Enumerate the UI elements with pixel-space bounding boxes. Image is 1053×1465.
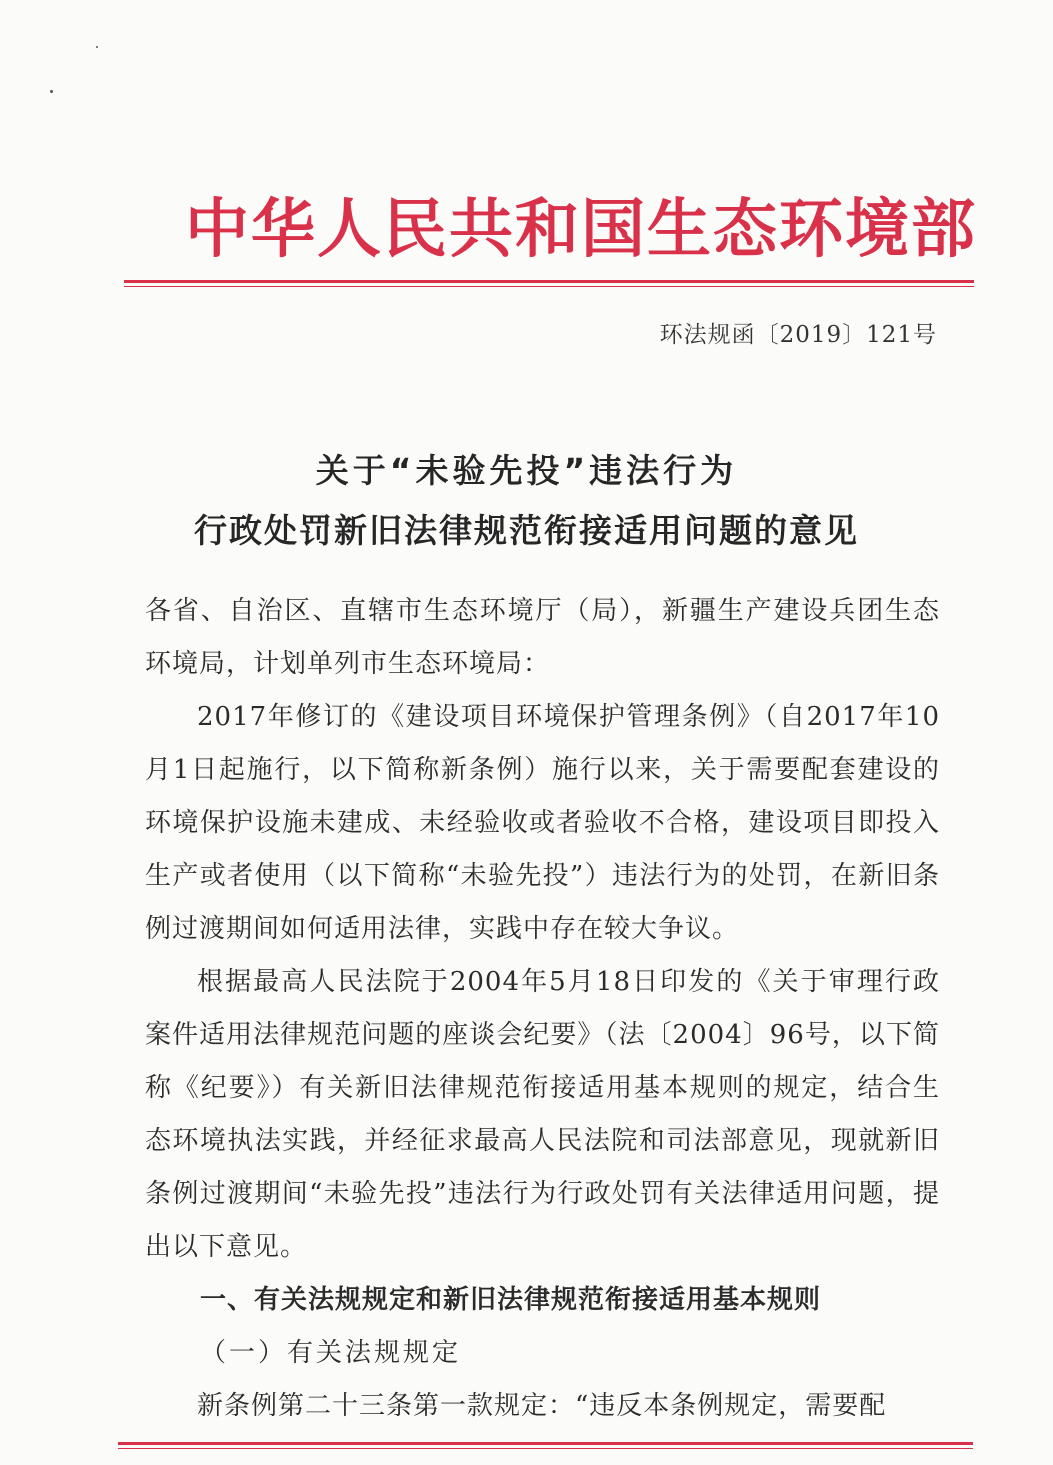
- subsection-heading: （一）有关法规规定: [200, 1338, 462, 1368]
- letterhead-rule-thin: [124, 286, 974, 287]
- document-body: [145, 585, 940, 1433]
- agency-letterhead: 中华人民共和国生态环境部: [185, 192, 977, 267]
- letterhead-rule-thick: [124, 280, 974, 283]
- paragraph-basis: 根据最高人民法院于2004年5月18日印发的《关于审理行政案件适用法律规范问题的座谈会纪要》（法〔2004〕96号，以下简称《纪要》）有关新旧法律规范衔接适用基本规则的规定，结合生态环境执法实践，并经征求最高人民法院和司法部意见，现就新旧条例过渡期间“未验先投”违法行为行政处罚有关法律适用问题，提出以下意见。: [145, 967, 940, 1262]
- document-title-line-2: 行政处罚新旧法律规范衔接适用问题的意见: [194, 511, 859, 550]
- document-title-line-1: 关于“未验先投”违法行为: [315, 451, 738, 490]
- scan-speck: [96, 46, 98, 48]
- footer-rule-thick: [118, 1442, 973, 1445]
- paragraph-regulation: 新条例第二十三条第一款规定：“违反本条例规定，需要配: [197, 1391, 887, 1421]
- addressee: 各省、自治区、直辖市生态环境厅（局），新疆生产建设兵团生态环境局，计划单列市生态环境局：: [145, 596, 940, 679]
- footer-rule-thin: [118, 1448, 973, 1449]
- paragraph-background: 2017年修订的《建设项目环境保护管理条例》（自2017年10月1日起施行，以下简称新条例）施行以来，关于需要配套建设的环境保护设施未建成、未经验收或者验收不合格，建设项目即投入生产或者使用（以下简称“未验先投”）违法行为的处罚，在新旧条例过渡期间如何适用法律，实践中存在较大争议。: [145, 702, 940, 944]
- document-number: 环法规函〔2019〕121号: [659, 322, 937, 348]
- scan-speck: [50, 90, 53, 93]
- section-heading: 一、有关法规规定和新旧法律规范衔接适用基本规则: [200, 1285, 822, 1315]
